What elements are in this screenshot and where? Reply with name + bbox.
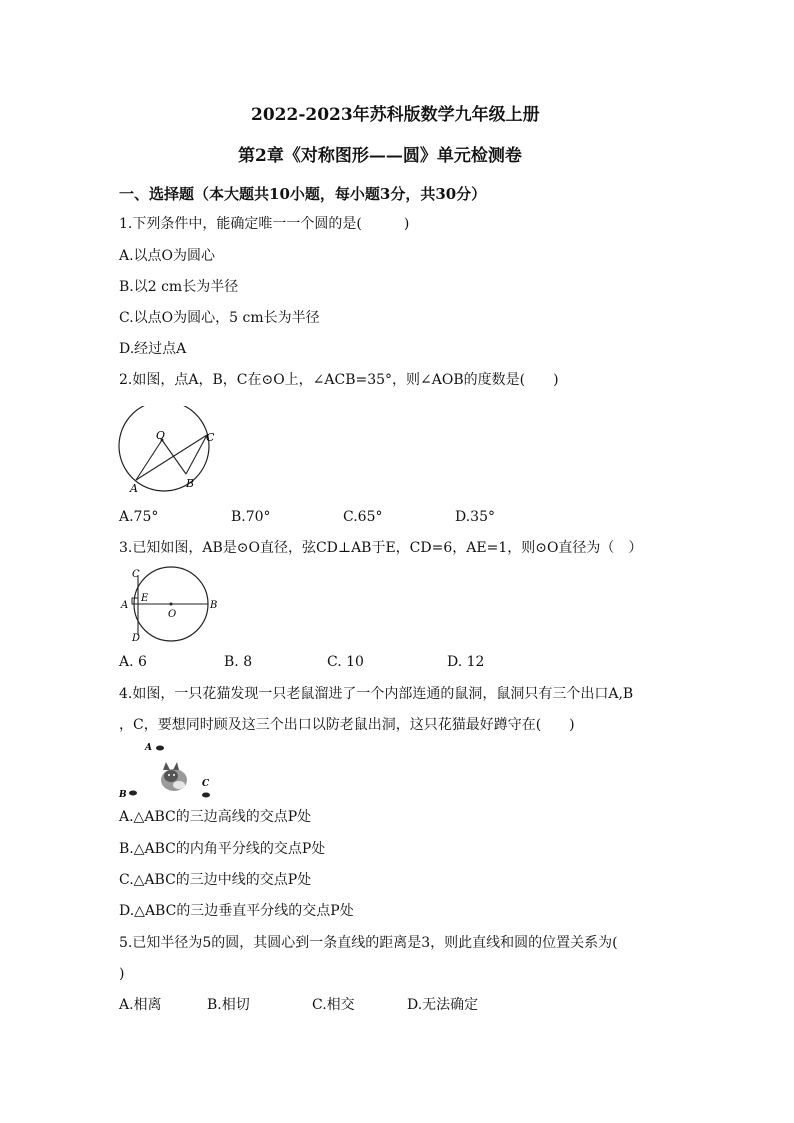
q2-stem: 2.如图，点A，B，C在⊙O上，∠ACB=35°，则∠AOB的度数是( )	[119, 372, 559, 388]
q3-label-b: B	[210, 600, 218, 611]
q2-option-a: A.75°	[119, 509, 159, 525]
q3-label-d: D	[132, 633, 141, 644]
q4-option-d: D.△ABC的三边垂直平分线的交点P处	[119, 903, 354, 919]
q4-stem-line1: 4.如图，一只花猫发现一只老鼠溜进了一个内部连通的鼠洞，鼠洞只有三个出口A,B	[119, 686, 634, 702]
q4-option-a: A.△ABC的三边高线的交点P处	[119, 809, 312, 825]
q5-option-d: D.无法确定	[407, 997, 479, 1013]
q4-mouse-hole-figure	[116, 740, 226, 802]
q4-option-c: C.△ABC的三边中线的交点P处	[119, 872, 312, 888]
q3-label-a: A	[121, 600, 129, 611]
q3-label-o: O	[168, 609, 177, 620]
q4-label-b: B	[119, 790, 127, 800]
cat-icon	[161, 762, 187, 791]
q3-option-d: D. 12	[447, 654, 485, 670]
q4-label-c: C	[202, 779, 210, 789]
q3-option-c: C. 10	[327, 654, 364, 670]
q1-option-d: D.经过点A	[119, 341, 187, 357]
q2-label-b: B	[186, 477, 195, 490]
q5-stem-line1: 5.已知半径为5的圆，其圆心到一条直线的距离是3，则此直线和圆的位置关系为(	[119, 935, 618, 951]
q5-option-a: A.相离	[119, 997, 162, 1013]
q4-option-b: B.△ABC的内角平分线的交点P处	[119, 841, 326, 857]
q1-option-c: C.以点O为圆心，5 cm长为半径	[119, 310, 320, 326]
q3-label-e: E	[141, 593, 149, 604]
q5-option-b: B.相切	[207, 997, 250, 1013]
document-title: 2022-2023年苏科版数学九年级上册	[251, 105, 540, 125]
q3-option-b: B. 8	[224, 654, 253, 670]
q2-circle-figure	[114, 406, 224, 496]
q1-option-a: A.以点O为圆心	[119, 248, 216, 264]
q5-option-c: C.相交	[312, 997, 355, 1013]
q5-stem-line2: )	[119, 966, 125, 982]
section-heading: 一、选择题（本大题共10小题，每小题3分，共30分）	[119, 185, 487, 203]
q2-option-c: C.65°	[343, 509, 383, 525]
q1-stem: 1.下列条件中，能确定唯一一个圆的是( )	[119, 216, 410, 232]
q4-label-a: A	[145, 743, 152, 753]
q2-label-o: O	[156, 429, 166, 442]
q2-option-d: D.35°	[455, 509, 495, 525]
q3-stem: 3.已知如图，AB是⊙O直径，弦CD⊥AB于E，CD=6，AE=1，则⊙O直径为（ ）	[119, 540, 643, 556]
q2-circle	[119, 406, 209, 491]
q2-label-a: A	[130, 482, 138, 495]
q3-option-a: A. 6	[119, 654, 147, 670]
q2-label-c: C	[206, 431, 215, 444]
q3-circle-figure	[116, 565, 226, 645]
q4-stem-line2: ，C，要想同时顾及这三个出口以防老鼠出洞，这只花猫最好蹲守在( )	[119, 717, 575, 733]
document-subtitle: 第2章《对称图形——圆》单元检测卷	[238, 146, 522, 166]
q1-option-b: B.以2 cm长为半径	[119, 279, 239, 295]
q2-option-b: B.70°	[231, 509, 271, 525]
q3-label-c: C	[132, 569, 140, 580]
